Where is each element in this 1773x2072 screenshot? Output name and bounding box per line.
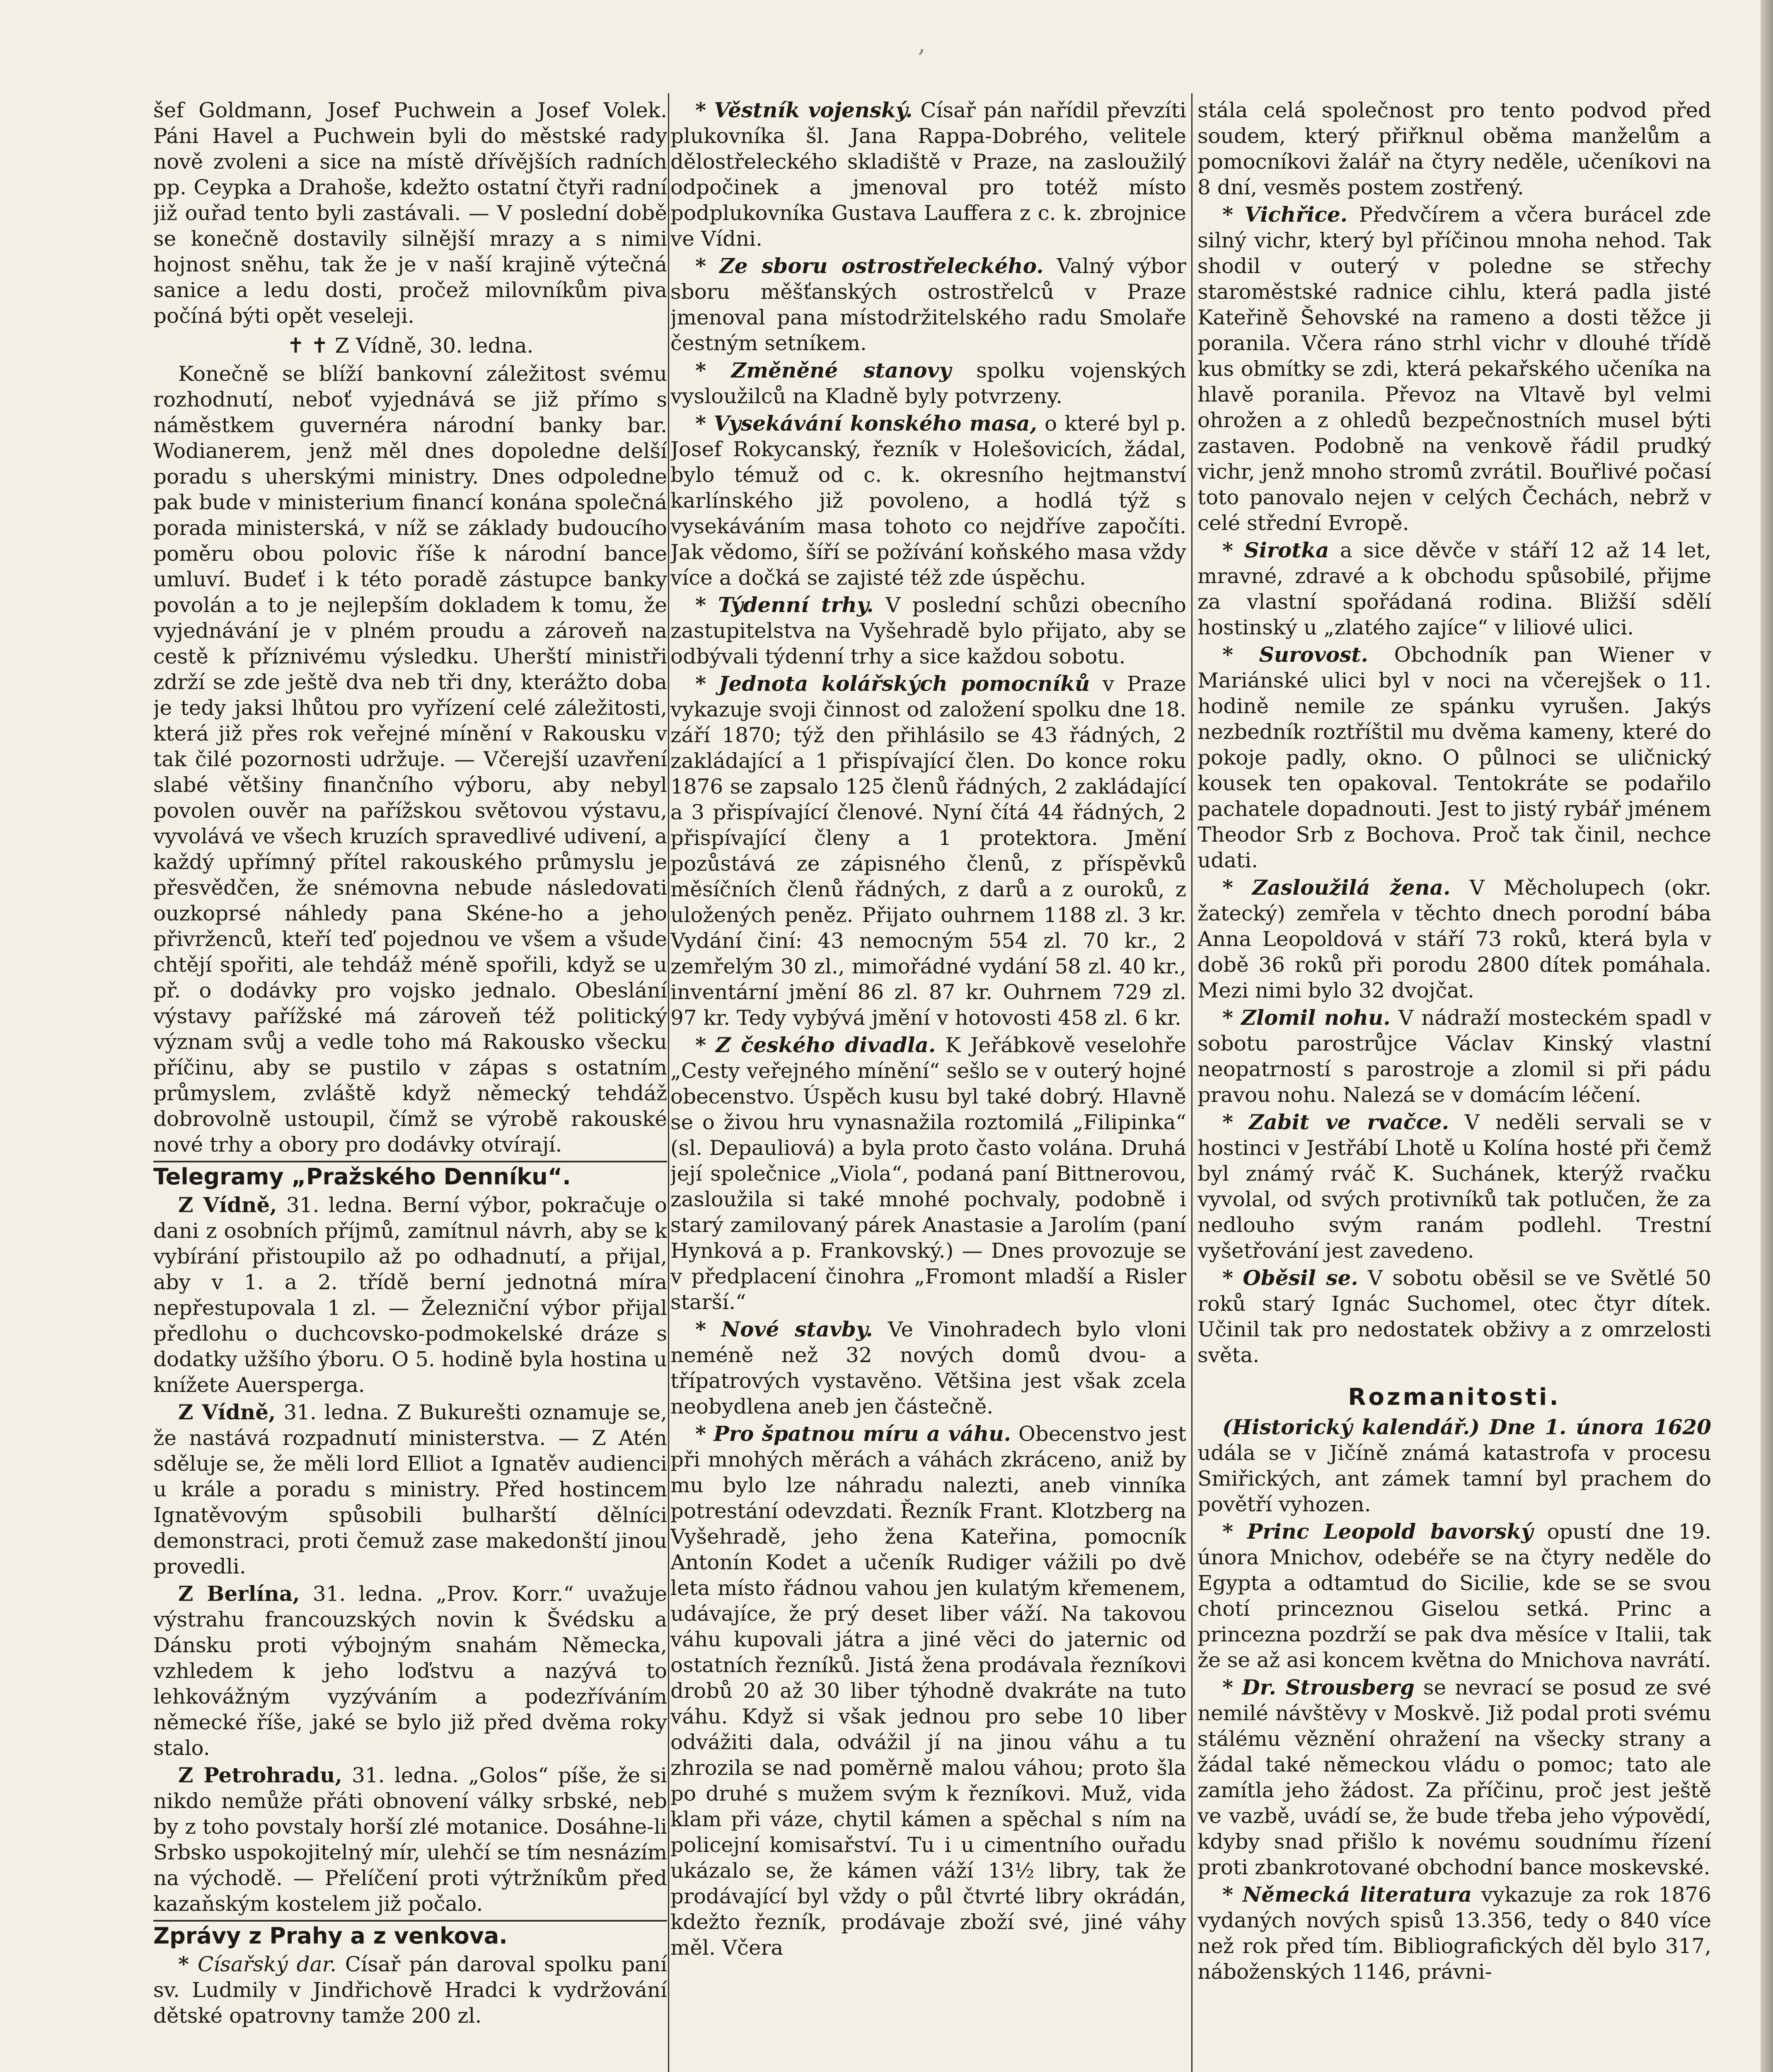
news-text: spolku vojenských vysloužilců na Kladně byly potvrzeny. <box>670 358 1186 408</box>
column-2 <box>670 97 1186 2072</box>
news-text: a sice děvče v stáří 12 až 14 let, mravné, zdravé a k obchodu spůsobilé, přijme za vlastní spořádaná rodina. Bližší sdělí hostinský u „zlatého zajíce“ v liliové ulici. <box>1197 538 1711 639</box>
news-text: V nádraží mosteckém spadl v sobotu parostrůjce Václav Kinský vlastní neopatrností s parostroje a zlomil si při pádu pravou nohu. Nalezá se v domácím léčení. <box>1197 1006 1711 1107</box>
article-text: šef Goldmann, Josef Puchwein a Josef Volek. Páni Havel a Puchwein byli do městské rady nově zvoleni a sice na místě dřívějších radních pp. Ceypka a Drahoše, kdežto ostatní čtyři radní již ouřad tento byli zastávali. — V poslední době se konečně dostavily silnější mrazy a s nimi hojnost sněhu, tak že je v naší krajině výtečná sanice a ledu dosti, pročež milovníkům piva počíná býti opět veseleji. <box>153 98 667 328</box>
news-title: Vysekávání konského masa, <box>714 411 1037 436</box>
news-title: Pro špatnou míru a váhu. <box>714 1421 1011 1446</box>
news-item: * Císařský dar. Císař pán daroval spolku paní sv. Ludmily v Jindřichově Hradci k vydržování dětské opatrovny tamže 200 zl. <box>153 1952 667 2028</box>
news-title: Nové stavby. <box>721 1317 873 1341</box>
section-heading-miscellany: Rozmanitosti. <box>1348 1384 1561 1411</box>
telegram-text: 31. ledna. „Prov. Korr.“ uvažuje výstrahu francouzských novin k Švédsku a Dánsku proti výbojným snahám Německa, vzhledem k jeho loďstvu a nazývá to lehkovážným vyzýváním a podezříváním německé říše, jaké se bylo již před dvěma roky stalo. <box>153 1582 667 1760</box>
telegram-text: 31. ledna. Z Bukurešti oznamuje se, že nastává rozpadnutí ministerstva. — Z Atén sděluje se, že měli lord Elliot a Ignatěv audienci u krále a poradu s ministry. Před hostincem Ignatěvovým spůsobili bulharští dělníci demonstraci, proti čemuž zase makedonští jinou provedli. <box>153 1400 667 1578</box>
news-item: * Z českého divadla. K Jeřábkově veselohře „Cesty veřejného mínění“ sešlo se v outerý hojné obecenstvo. Úspěch kusu byl také dobrý. Hlavně se o živou hru vynasnažila roztomilá „Filipinka“ (sl. Depauliová) a byla proto často volána. Druhá její společnice „Viola“, podaná paní Bittnerovou, zasloužila si také mnohé pochvaly, podobně i starý zamilovaný párek Anastasie a Jarolím (paní Hynková a p. Frankovský.) — Dnes provozuje se v předplacení činohra „Fromont mladší a Risler starší.“ <box>670 1033 1186 1314</box>
news-text: se nevrací se posud ze své nemilé návštěvy v Moskvě. Již podal proti svému stálému věznění ohražení na všecky strany a žádal také německou vládu o pomoc; tato ale zamítla jeho žádost. Za příčinu, proč jest ještě ve vazbě, uvádí se, že bude třeba jeho výpovědí, kdyby snad přišlo k novému soudnímu řízení proti zbankrotované obchodní bance moskevské. <box>1197 1675 1711 1879</box>
news-text: Předvčírem a včera burácel zde silný vichr, který byl příčinou mnoha nehod. Tak shodil v outerý v poledne se střechy staroměstské radnice cihlu, která padla jisté Kateřině Šehovské na rameno a dosti těžce ji poranila. Včera ráno strhl vichr v dlouhé třídě kus obmítky se zdi, která pekařského učeníka na hlavě poranila. Převoz na Vltavě byl velmi ohrožen a z ohledů bezpečnostních musel býti zastaven. Podobně na venkově řádil prudký vichr, jenž mnoho stromů zvrátil. Bouřlivé počasí toto panovalo nejen v celých Čechách, nebrž v celé střední Evropě. <box>1197 203 1711 535</box>
news-title: Císařský dar. <box>198 1952 336 1976</box>
news-item: * Zasloužilá žena. V Měcholupech (okr. žatecký) zemřela v těchto dnech porodní bába Anna Leopoldová v stáří 73 roků, která byla v době 36 roků při porodu 2800 dítek pomáhala. Mezi nimi bylo 32 dvojčat. <box>1197 875 1711 1002</box>
news-title: Německá literatura <box>1242 1882 1472 1907</box>
news-item: * Nové stavby. Ve Vinohradech bylo vloni neméně než 32 nových domů dvou- a třípatrových vystavěno. Většina jest však zcela neobydlena aneb jen částečně. <box>670 1317 1186 1418</box>
news-text: Obecenstvo jest při mnohých měrách a váhách zkráceno, aniž by mu bylo lze náhradu nalezti, aneb vinníka potrestání odevzdati. Řezník Frant. Klotzberg na Vyšehradě, jeho žena Kateřina, pomocník Antonín Kodet a učeník Rudiger vážili po dvě leta místo řádnou vahou jen kulatým křemenem, udávajíce, že prý deset liber váží. Na takovou váhu kupovali játra a jiné věci do jaternic od ostatních řezníků. Jistá žena prodávala řezníkovi drobů 20 až 30 liber týhodně dvakráte na tuto váhu. Když si však jednou pro sebe 10 liber odvážiti dala, odvážil jí na jinou váhu a tu zhrozila se nad poměrně malou váhou; proto šla po druhé s mužem svým k řezníkovi. Muž, vida klam při váze, chytil kámen a spěchal s ním na policejní komisařství. Tu i u cimentního ouřadu ukázalo se, že kámen váží 13½ libry, tak že prodávající byl vždy o půl čtvrté libry okrádán, kdežto řezník, prodávaje zboží své, jiné váhy měl. Včera <box>670 1422 1186 1960</box>
column-rule-2 <box>1191 93 1192 2072</box>
news-text: Císař pán nařídil převzíti plukovníka šl. Jana Rappa-Dobrého, velitele dělostřeleckého skladiště v Praze, na zasloužilý odpočinek a jmenoval pro totéž místo podplukovníka Gustava Lauffera z c. k. zbrojnice ve Vídni. <box>670 98 1186 251</box>
news-title: Zlomil nohu. <box>1241 1005 1391 1030</box>
news-text: Císař pán daroval spolku paní sv. Ludmily v Jindřichově Hradci k vydržování dětské opatrovny tamže 200 zl. <box>153 1952 667 2028</box>
news-item: * Surovost. Obchodník pan Wiener v Mariánské ulici byl v noci na včerejšek o 11. hodině nemile ze spánku vyrušen. Jakýs nezbedník roztříštil mu dvěma kameny, které do pokoje padly, okno. O půlnoci se uličnický kousek ten opakoval. Tentokráte se podařilo pachatele dopadnouti. Jest to jistý rybář jménem Theodor Srb z Bochova. Proč tak činil, nechce udati. <box>1197 642 1711 872</box>
news-title: Sirotka <box>1244 538 1329 562</box>
print-mark: , <box>918 29 926 58</box>
news-title: Oběsil se. <box>1243 1266 1358 1290</box>
news-item: * Princ Leopold bavorský opustí dne 19. února Mnichov, odebéře se na čtyry neděle do Egypta a odtamtud do Sicilie, kde se se svou chotí princeznou Giselou setká. Princ a princezna pozdrží se pak dva měsíce v Italii, tak že se až asi koncem května do Mnichova navrátí. <box>1197 1519 1711 1672</box>
telegram-text: 31. ledna. „Golos“ píše, že si nikdo nemůže přáti obnovení války srbské, neb by z toho povstaly horší zlé motanice. Dosáhne-li Srbsko uspokojitelný mír, ulehčí se tím nesnázím na východě. — Přelíčení proti výtržníkům před kazaňským kostelem již počalo. <box>153 1763 667 1916</box>
news-text: udála se v Jičíně známá katastrofa v procesu Smiřických, ant zámek tamní byl prachem do povětří vyhozen. <box>1197 1441 1711 1516</box>
page-edge-shadow <box>1761 0 1773 2072</box>
news-item: * Zlomil nohu. V nádraží mosteckém spadl v sobotu parostrůjce Václav Kinský vlastní neopatrností s parostroje a zlomil si při pádu pravou nohu. Nalezá se v domácím léčení. <box>1197 1005 1711 1107</box>
news-item: * Oběsil se. V sobotu oběsil se ve Světlé 50 roků starý Ignác Suchomel, otec čtyr dítek. Učinil tak pro nedostatek obživy a z omrzelosti světa. <box>1197 1266 1711 1367</box>
news-text: K Jeřábkově veselohře „Cesty veřejného mínění“ sešlo se v outerý hojné obecenstvo. Úspěch kusu byl také dobrý. Hlavně se o živou hru vynasnažila roztomilá „Filipinka“ (sl. Depauliová) a byla proto často volána. Druhá její společnice „Viola“, podaná paní Bittnerovou, zasloužila si také mnohé pochvaly, podobně i starý zamilovaný párek Anastasie a Jarolím (paní Hynková a p. Frankovský.) — Dnes provozuje se v předplacení činohra „Fromont mladší a Risler starší.“ <box>670 1033 1186 1314</box>
news-item: * Zabit ve rvačce. V neděli servali se v hostinci v Jestřábí Lhotě u Kolína hosté při čemž byl známý rváč K. Suchánek, kterýž rvačku vyvolal, od svých protivníků tak potlučen, že za nedlouho svým ranám podlehl. Trestní vyšetřování jest zavedeno. <box>1197 1110 1711 1263</box>
section-heading-news: Zprávy z Prahy a z venkova. <box>153 1920 667 1950</box>
news-item: * Týdenní trhy. V poslední schůzi obecního zastupitelstva na Vyšehradě bylo přijato, aby se odbývali týdenní trhy a sice každou sobotu. <box>670 593 1186 668</box>
news-title: Z českého divadla. <box>716 1033 936 1057</box>
news-item: * Věstník vojenský. Císař pán nařídil převzíti plukovníka šl. Jana Rappa-Dobrého, velitele dělostřeleckého skladiště v Praze, na zasloužilý odpočinek a jmenoval pro totéž místo podplukovníka Gustava Lauffera z c. k. zbrojnice ve Vídni. <box>670 98 1186 251</box>
news-item <box>1197 1414 1711 1517</box>
news-item: * Sirotka a sice děvče v stáří 12 až 14 let, mravné, zdravé a k obchodu spůsobilé, přijme za vlastní spořádaná rodina. Bližší sdělí hostinský u „zlatého zajíce“ v liliové ulici. <box>1197 538 1711 639</box>
telegram-place: Z Petrohradu, <box>178 1763 342 1787</box>
news-item: * Jednota kolářských pomocníků v Praze vykazuje svoji činnost od založení spolku dne 18. září 1870; týž den přihlásilo se 43 řádných, 2 zakládající a 1 přispívající člen. Do konce roku 1876 se zapsalo 125 členů řádných, 2 zakládající a 3 přispívající členové. Nyní čítá 44 řádných, 2 přispívající členy a 1 protektora. Jmění pozůstává ze zápisného členů, z příspěvků měsíčních členů řádných, z darů a z ouroků, z uložených peněz. Přijato ouhrnem 1188 zl. 3 kr. Vydání činí: 43 nemocným 554 zl. 70 kr., 2 zemřelým 30 zl., mimořádné vydání 58 zl. 40 kr., inventární jmění 86 zl. 87 kr. Ouhrnem 729 zl. 97 kr. Tedy vybývá jmění v hotovosti 458 zl. 6 kr. <box>670 671 1186 1030</box>
telegram-item <box>153 1762 667 1917</box>
news-title: Vichřice. <box>1244 202 1348 227</box>
news-title: Změněné stanovy <box>731 358 951 382</box>
article-text: stála celá společnost pro tento podvod před soudem, který přiřknul oběma manželům a pomocníkovi žalář na čtyry neděle, učeníkovi na 8 dní, vesměs postem zostřený. <box>1197 98 1711 199</box>
telegram-item <box>153 1581 667 1761</box>
news-text: vykazuje za rok 1876 vydaných nových spisů 13.356, tedy o 840 více než rok před tím. Bibliografických děl bylo 317, náboženských 1146, právni- <box>1197 1883 1711 1984</box>
news-text: V neděli servali se v hostinci v Jestřábí Lhotě u Kolína hosté při čemž byl známý rváč K. Suchánek, kterýž rvačku vyvolal, od svých protivníků tak potlučen, že za nedlouho svým ranám podlehl. Trestní vyšetřování jest zavedeno. <box>1197 1110 1711 1263</box>
news-item: * Vysekávání konského masa, o které byl p. Josef Rokycanský, řezník v Holešovicích, žádal, bylo témuž od c. k. okresního hejtmanství karlínského již povoleno, a hodlá týž s vysekáváním masa tohoto co nejdříve započíti. Jak vědomo, šíří se požívání koňského masa vždy více a dočká se zajisté též zde úspěchu. <box>670 411 1186 590</box>
news-item: * Ze sboru ostrostřeleckého. Valný výbor sboru měšťanských ostrostřelců v Praze jmenoval pana místodržitelského radu Smolaře čestným setníkem. <box>670 254 1186 355</box>
news-text: o které byl p. Josef Rokycanský, řezník v Holešovicích, žádal, bylo témuž od c. k. okresního hejtmanství karlínského již povoleno, a hodlá týž s vysekáváním masa tohoto co nejdříve započíti. Jak vědomo, šíří se požívání koňského masa vždy více a dočká se zajisté též zde úspěchu. <box>670 411 1186 590</box>
telegram-place: Z Berlína, <box>178 1581 300 1606</box>
news-text: Ve Vinohradech bylo vloni neméně než 32 nových domů dvou- a třípatrových vystavěno. Většina jest však zcela neobydlena aneb jen částečně. <box>670 1317 1186 1418</box>
news-text: V poslední schůzi obecního zastupitelstva na Vyšehradě bylo přijato, aby se odbývali týdenní trhy a sice každou sobotu. <box>670 593 1186 668</box>
news-title: (Historický kalendář.) Dne 1. února 1620 <box>1222 1415 1711 1439</box>
telegram-item <box>153 1399 667 1579</box>
telegram-place: Z Vídně, <box>178 1400 276 1424</box>
news-title: Věstník vojenský. <box>714 98 913 122</box>
dateline: ✝ ✝ Z Vídně, 30. ledna. <box>287 334 534 358</box>
news-item: * Vichřice. Předvčírem a včera burácel zde silný vichr, který byl příčinou mnoha nehod. Tak shodil v outerý v poledne se střechy staroměstské radnice cihlu, která padla jisté Kateřině Šehovské na rameno a dosti těžce ji poranila. Včera ráno strhl vichr v dlouhé třídě kus obmítky se zdi, která pekařského učeníka na hlavě poranila. Převoz na Vltavě byl velmi ohrožen a z ohledů bezpečnostních musel býti zastaven. Podobně na venkově řádil prudký vichr, jenž mnoho stromů zvrátil. Bouřlivé počasí toto panovalo nejen v celých Čechách, nebrž v celé střední Evropě. <box>1197 202 1711 535</box>
news-text: Valný výbor sboru měšťanských ostrostřelců v Praze jmenoval pana místodržitelského radu Smolaře čestným setníkem. <box>670 254 1186 355</box>
column-rule-1 <box>668 93 669 2072</box>
news-title: Princ Leopold bavorský <box>1247 1519 1534 1544</box>
news-title: Dr. Strousberg <box>1242 1675 1415 1699</box>
news-title: Týdenní trhy. <box>718 593 874 617</box>
news-item: * Pro špatnou míru a váhu. Obecenstvo jest při mnohých měrách a váhách zkráceno, aniž by mu bylo lze náhradu nalezti, aneb vinníka potrestání odevzdati. Řezník Frant. Klotzberg na Vyšehradě, jeho žena Kateřina, pomocník Antonín Kodet a učeník Rudiger vážili po dvě leta místo řádnou vahou jen kulatým křemenem, udávajíce, že prý deset liber váží. Na takovou váhu kupovali játra a jiné věci do jaternic od ostatních řezníků. Jistá žena prodávala řezníkovi drobů 20 až 30 liber týhodně dvakráte na tuto váhu. Když si však jednou pro sebe 10 liber odvážiti dala, odvážil jí na jinou váhu a tu zhrozila se nad poměrně malou váhou; proto šla po druhé s mužem svým k řezníkovi. Muž, vida klam při váze, chytil kámen a spěchal s ním na policejní komisařství. Tu i u cimentního ouřadu ukázalo se, že kámen váží 13½ libry, tak že prodávající byl vždy o půl čtvrté libry okrádán, kdežto řezník, prodávaje zboží své, jiné váhy měl. Včera <box>670 1421 1186 1960</box>
column-3 <box>1197 97 1711 2072</box>
column-1 <box>153 97 667 2072</box>
news-title: Zabit ve rvačce. <box>1248 1110 1449 1134</box>
telegram-item <box>153 1192 667 1398</box>
news-title: Surovost. <box>1259 642 1368 667</box>
news-text: opustí dne 19. února Mnichov, odebéře se na čtyry neděle do Egypta a odtamtud do Sicilie, kde se se svou chotí princeznou Giselou setká. Princ a princezna pozdrží se pak dva měsíce v Italii, tak že se až asi koncem května do Mnichova navrátí. <box>1197 1520 1711 1672</box>
news-title: Zasloužilá žena. <box>1252 875 1451 900</box>
section-heading-telegrams: Telegramy „Pražského Denníku“. <box>153 1161 667 1191</box>
news-text: v Praze vykazuje svoji činnost od založení spolku dne 18. září 1870; týž den přihlásilo se 43 řádných, 2 zakládající a 1 přispívající člen. Do konce roku 1876 se zapsalo 125 členů řádných, 2 zakládající a 3 přispívající členové. Nyní čítá 44 řádných, 2 přispívající členy a 1 protektora. Jmění pozůstává ze zápisného členů, z příspěvků měsíčních členů řádných, z darů a z ouroků, z uložených peněz. Přijato ouhrnem 1188 zl. 3 kr. Vydání činí: 43 nemocným 554 zl. 70 kr., 2 zemřelým 30 zl., mimořádné vydání 58 zl. 40 kr., inventární jmění 86 zl. 87 kr. Ouhrnem 729 zl. 97 kr. Tedy vybývá jmění v hotovosti 458 zl. 6 kr. <box>670 672 1186 1030</box>
telegram-place: Z Vídně, <box>178 1193 277 1217</box>
news-item: * Změněné stanovy spolku vojenských vysloužilců na Kladně byly potvrzeny. <box>670 358 1186 408</box>
article-text: Konečně se blíží bankovní záležitost svému rozhodnutí, neboť vyjednává se již přímo s náměstkem guvernéra národní banky bar. Wodianerem, jenž měl dnes dopoledne delší poradu s uherskými ministry. Dnes odpoledne pak bude v ministerium financí konána společná porada ministerská, v níž se základy budoucího poměru obou polovic říše k národní bance umluví. Budeť i k této poradě zástupce banky povolán a to je nejlepším dokladem k tomu, že vyjednávání je v plném proudu a zároveň na cestě k příznivému výsledku. Uherští ministři zdrží se zde ještě dva neb tři dny, kterážto doba je tedy jaksi lhůtou pro vyřízení celé záležitosti, která již přes rok veřejné mínění v Rakousku v tak čilé pozornosti udržuje. — Včerejší uzavření slabé většiny finančního výboru, aby nebyl povolen ouvěr na pařížskou světovou výstavu, vyvolává ve všech kruzích spravedlivé udivení, a každý upřímný přítel rakouského průmyslu je přesvědčen, že snémovna nebude následovati ouzkoprsé náhledy pana Skéne-ho a jeho přivrženců, kteří teď pojednou ve všem a všude chtějí spořiti, ale tehdáž méně spořili, když se u př. o dodávky pro vojsko jednalo. Obeslání výstavy pařížské má zároveň též politický význam svůj a vedle toho má Rakousko všecku příčinu, aby se pustilo v zápas s ostatním průmyslem, zvláště když německý tehdáž dobrovolně ustoupil, čímž se výrobě rakouské nové trhy a obory pro dodávky otvírají. <box>153 362 667 1157</box>
news-text: V sobotu oběsil se ve Světlé 50 roků starý Ignác Suchomel, otec čtyr dítek. Učinil tak pro nedostatek obživy a z omrzelosti světa. <box>1197 1266 1711 1367</box>
news-title: Ze sboru ostrostřeleckého. <box>719 254 1044 278</box>
news-text: Obchodník pan Wiener v Mariánské ulici byl v noci na včerejšek o 11. hodině nemile ze spánku vyrušen. Jakýs nezbedník roztříštil mu dvěma kameny, které do pokoje padly, okno. O půlnoci se uličnický kousek ten opakoval. Tentokráte se podařilo pachatele dopadnouti. Jest to jistý rybář jménem Theodor Srb z Bochova. Proč tak činil, nechce udati. <box>1197 643 1711 872</box>
news-item: * Dr. Strousberg se nevrací se posud ze své nemilé návštěvy v Moskvě. Již podal proti svému stálému věznění ohražení na všecky strany a žádal také německou vládu o pomoc; tato ale zamítla jeho žádost. Za příčinu, proč jest ještě ve vazbě, uvádí se, že bude třeba jeho výpovědí, kdyby snad přišlo k novému soudnímu řízení proti zbankrotované obchodní bance moskevské. <box>1197 1675 1711 1879</box>
news-title: Jednota kolářských pomocníků <box>718 671 1090 696</box>
news-item: * Německá literatura vykazuje za rok 1876 vydaných nových spisů 13.356, tedy o 840 více než rok před tím. Bibliografických děl bylo 317, náboženských 1146, právni- <box>1197 1882 1711 1984</box>
telegram-text: 31. ledna. Berní výbor, pokračuje o dani z osobních příjmů, zamítnul návrh, aby se k vybírání přistoupilo až po odhadnutí, a přijal, aby v 1. a 2. třídě berní jednotná míra nepřestupovala 1 zl. — Železniční výbor přijal předlohu o duchcovsko-podmokelské dráze s dodatky užšího ýboru. O 5. hodině byla hostina u knížete Auersperga. <box>153 1193 667 1397</box>
news-text: V Měcholupech (okr. žatecký) zemřela v těchto dnech porodní bába Anna Leopoldová v stáří 73 roků, která byla v době 36 roků při porodu 2800 dítek pomáhala. Mezi nimi bylo 32 dvojčat. <box>1197 876 1711 1002</box>
